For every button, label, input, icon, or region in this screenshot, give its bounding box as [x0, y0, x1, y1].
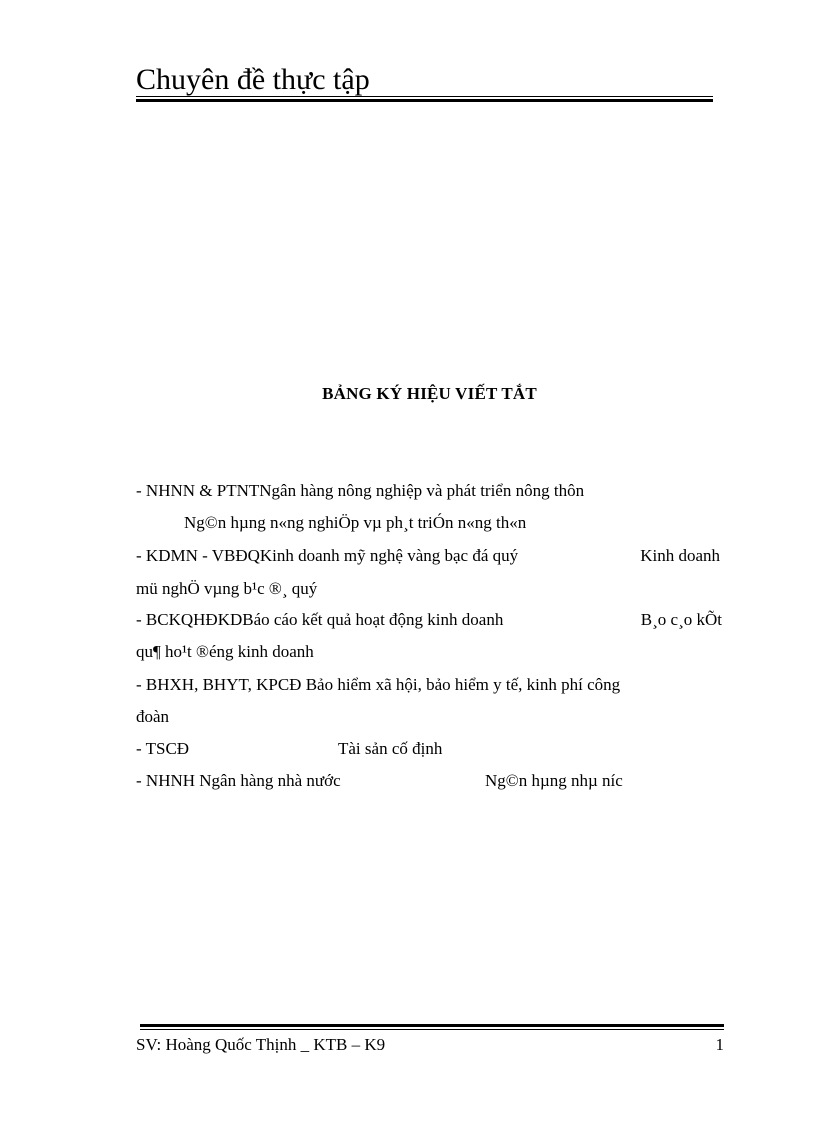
- entry-bckqhdkd-line2: qu¶ ho¹t ®éng kinh doanh: [136, 642, 314, 661]
- footer-rule-thin: [140, 1029, 724, 1030]
- entry-nhnh-abbr: - NHNH Ngân hàng nhà nước: [136, 771, 341, 790]
- abbreviations-title-text: BẢNG KÝ HIỆU VIẾT TẮT: [322, 384, 537, 403]
- entry-kdmn-line2: mü nghÖ vµng b¹c ®¸ quý: [136, 579, 318, 598]
- entry-bhxh-line1: - BHXH, BHYT, KPCĐ Bảo hiểm xã hội, bảo hiểm y tế, kinh phí công: [136, 675, 621, 694]
- entry-bckqhdkd-line1-left: - BCKQHĐKDBáo cáo kết quả hoạt động kinh doanh: [136, 610, 504, 629]
- entry-bckqhdkd-line1-right: B¸o c¸o kÕt: [640, 610, 722, 629]
- entry-tscd-abbr: - TSCĐ: [136, 739, 190, 758]
- entry-nhnh-meaning-legacy: Ng©n hµng nhµ níc: [485, 771, 623, 790]
- abbreviations-table-title: [0, 384, 816, 404]
- header-rule-thin: [136, 96, 713, 97]
- entry-nhnn-ptnt-line2: Ng©n hµng n«ng nghiÖp vµ ph¸t triÓn n«ng th«n: [184, 513, 527, 532]
- page-header-title: Chuyên đề thực tập: [136, 63, 370, 96]
- header-rule-thick: [136, 99, 713, 102]
- entry-kdmn-line1-right: Kinh doanh: [640, 546, 720, 565]
- footer-page-number: 1: [715, 1035, 724, 1054]
- entry-kdmn-line1-left: - KDMN - VBĐQKinh doanh mỹ nghệ vàng bạc đá quý: [136, 546, 519, 565]
- entry-bhxh-line2: đoàn: [136, 707, 170, 726]
- footer-student-info: SV: Hoàng Quốc Thịnh _ KTB – K9: [136, 1035, 386, 1054]
- entry-tscd-meaning: Tài sản cố định: [338, 739, 443, 758]
- footer-rule-thick: [140, 1024, 724, 1027]
- entry-nhnn-ptnt-line1: - NHNN & PTNTNgân hàng nông nghiệp và phát triển nông thôn: [136, 481, 585, 500]
